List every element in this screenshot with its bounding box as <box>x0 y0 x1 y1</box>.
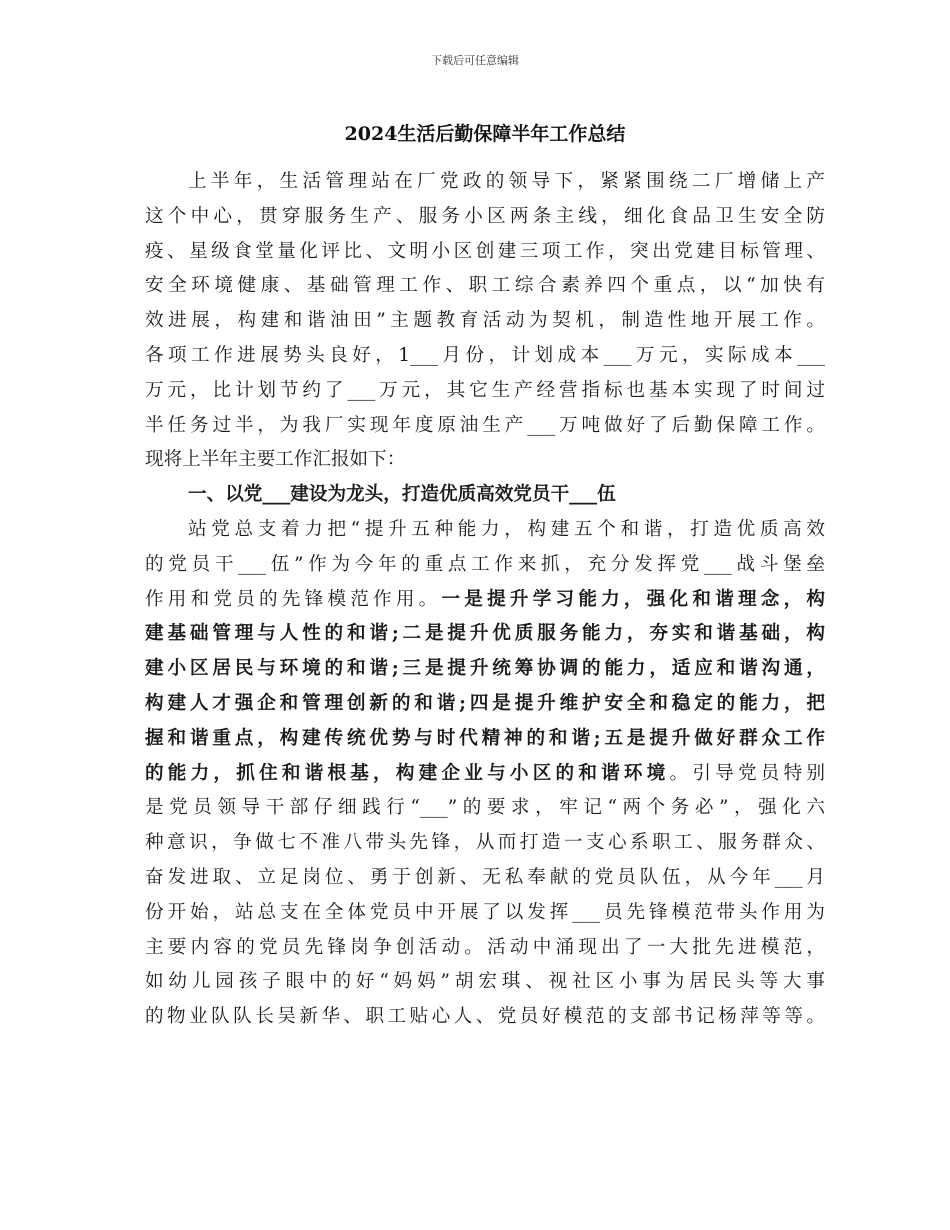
body-line: 奋发进取、立足岗位、勇于创新、无私奉献的党员队伍，从今年___月 <box>145 866 825 888</box>
bold-text-segment: 构建人才强企和管理创新的和谐;四是提升维护安全和稳定的能力，把 <box>145 692 825 714</box>
body-line <box>145 652 825 687</box>
body-line <box>145 757 825 792</box>
body-line: 疫、星级食堂量化评比、文明小区创建三项工作，突出党建目标管理、 <box>145 240 825 262</box>
bold-text-segment: 建小区居民与环境的和谐;三是提升统筹协调的能力，适应和谐沟通， <box>145 658 825 680</box>
body-line: 是党员领导干部仔细践行“___”的要求，牢记“两个务必”，强化六 <box>145 797 825 819</box>
body-line: 这个中心，贯穿服务生产、服务小区两条主线，细化食品卫生安全防 <box>145 205 825 227</box>
document-title: 2024生活后勤保障半年工作总结 <box>344 123 626 145</box>
body-line <box>145 687 825 722</box>
bold-text-segment: 一是提升学习能力，强化和谐理念，构 <box>441 588 825 610</box>
body-line <box>145 583 825 618</box>
body-line <box>145 722 825 757</box>
text-segment: 。引导党员特别 <box>669 762 825 784</box>
body-line: 上半年，生活管理站在厂党政的领导下，紧紧围绕二厂增储上产 <box>188 171 825 192</box>
body-line: 主要内容的党员先锋岗争创活动。活动中涌现出了一大批先进模范， <box>145 936 825 958</box>
bold-text-segment: 建基础管理与人性的和谐;二是提升优质服务能力，夯实和谐基础，构 <box>145 623 825 645</box>
body-line: 种意识，争做七不准八带头先锋，从而打造一支心系职工、服务群众、 <box>145 832 825 854</box>
body-line: 如幼儿园孩子眼中的好“妈妈”胡宏琪、视社区小事为居民头等大事 <box>145 971 825 993</box>
bold-text-segment: 握和谐重点，构建传统优势与时代精神的和谐;五是提升做好群众工作 <box>145 727 825 749</box>
body-line: 安全环境健康、基础管理工作、职工综合素养四个重点，以“加快有 <box>145 275 825 297</box>
body-line: 站党总支着力把“提升五种能力，构建五个和谐，打造优质高效 <box>188 518 825 540</box>
header-note: 下载后可任意编辑 <box>431 54 519 67</box>
text-segment: 作用和党员的先锋模范作用。 <box>145 588 442 610</box>
bold-text-segment: 的能力，抓住和谐根基，构建企业与小区的和谐环境 <box>145 762 670 784</box>
body-line <box>145 617 825 652</box>
body-line: 的党员干___伍”作为今年的重点工作来抓，充分发挥党___战斗堡垒 <box>145 553 825 575</box>
body-line: 现将上半年主要工作汇报如下： <box>145 449 406 471</box>
section-heading: 一、以党___建设为龙头，打造优质高效党员干___伍 <box>188 484 616 506</box>
body-line: 半任务过半，为我厂实现年度原油生产___万吨做好了后勤保障工作。 <box>145 414 825 436</box>
body-line: 份开始，站总支在全体党员中开展了以发挥___员先锋模范带头作用为 <box>145 901 825 923</box>
body-line: 的物业队队长吴新华、职工贴心人、党员好模范的支部书记杨萍等等。 <box>145 1006 825 1028</box>
document-body <box>145 165 825 1035</box>
body-line: 万元，比计划节约了___万元，其它生产经营指标也基本实现了时间过 <box>145 379 825 401</box>
body-line: 效进展，构建和谐油田”主题教育活动为契机，制造性地开展工作。 <box>145 310 825 332</box>
body-line: 各项工作进展势头良好，1___月份，计划成本___万元，实际成本___ <box>145 344 825 366</box>
